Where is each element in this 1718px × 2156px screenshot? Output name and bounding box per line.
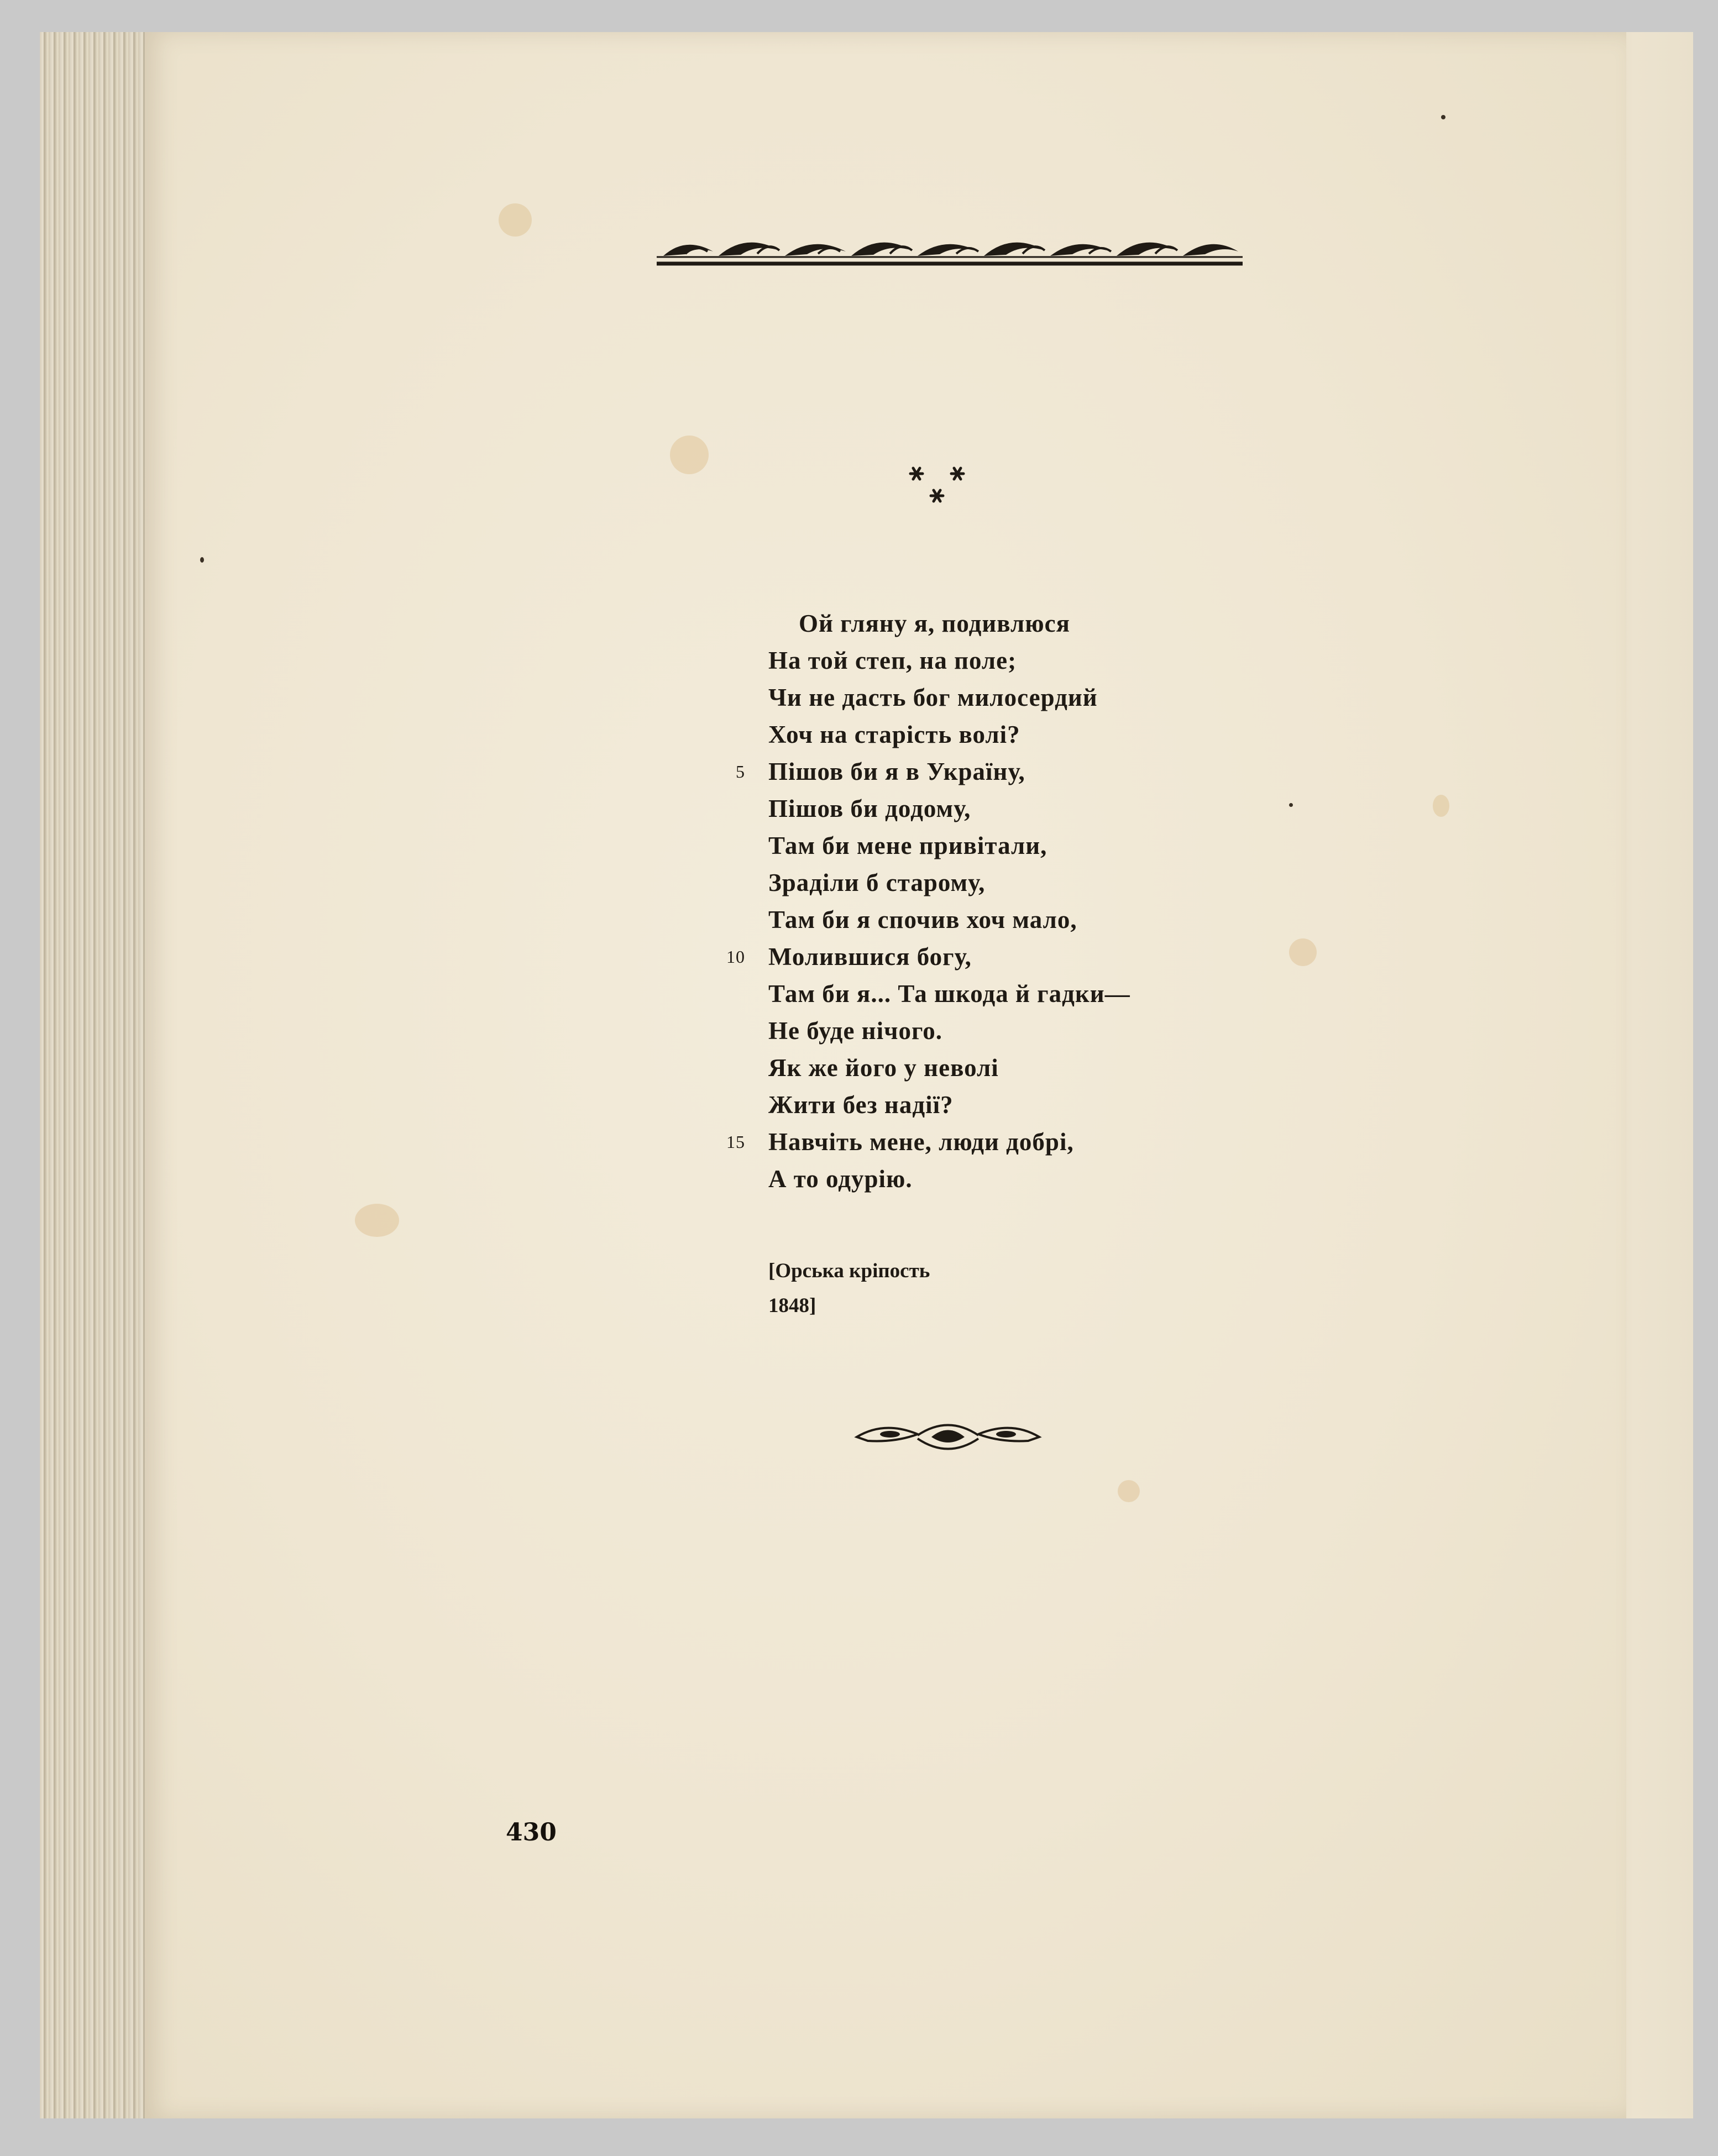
signoff-place: [Орська кріпость <box>768 1260 930 1282</box>
poem-line-text: Там би я... Та шкода й гадки— <box>768 980 1130 1008</box>
ink-speck <box>1289 803 1293 807</box>
page-number: 430 <box>506 1818 557 1846</box>
poem-line-text: Там би мене привітали, <box>768 832 1047 859</box>
poem-line <box>768 1013 1130 1050</box>
line-number: 15 <box>726 1132 745 1152</box>
ink-speck <box>1441 115 1445 119</box>
poem-text <box>726 605 1130 1198</box>
poem-line-text: Жити без надії? <box>768 1091 954 1119</box>
foxing-stain <box>1289 938 1317 966</box>
ink-speck <box>200 557 204 563</box>
line-number: 10 <box>726 947 745 967</box>
poem-line-text: Як же його у неволі <box>768 1054 999 1082</box>
poem-line <box>736 753 1130 790</box>
poem-line <box>768 790 1130 827</box>
foxing-stain <box>355 1204 399 1237</box>
poem-signoff <box>768 1253 930 1323</box>
poem-line-text: На той степ, на поле; <box>768 647 1017 674</box>
poem-line-text: Чи не дасть бог милосердий <box>768 684 1098 711</box>
foxing-stain <box>1433 795 1449 817</box>
floral-headpiece <box>652 229 1246 271</box>
poem-line <box>768 716 1130 753</box>
foxing-stain <box>1118 1480 1140 1502</box>
poem-line-text: Там би я спочив хоч мало, <box>768 906 1077 933</box>
poem-line-text: А то одурію. <box>768 1165 913 1193</box>
poem-line-text: Пішов би додому, <box>768 795 971 822</box>
poem-line-text: Пішов би я в Україну, <box>768 758 1025 785</box>
poem-line <box>768 901 1130 938</box>
foxing-stain <box>499 203 532 237</box>
poem-line <box>768 642 1130 679</box>
poem-line-text: Навчіть мене, люди добрі, <box>768 1128 1074 1156</box>
poem-line <box>768 679 1130 716</box>
poem-line-text: Молившися богу, <box>768 943 972 971</box>
poem-line-text: Ой гляну я, подивлюся <box>799 610 1070 637</box>
poem-line <box>768 605 1130 642</box>
floral-tailpiece <box>851 1418 1045 1456</box>
poem-line <box>768 1050 1130 1087</box>
poem-line <box>768 1087 1130 1124</box>
page-edges <box>40 32 151 2118</box>
poem-line <box>768 975 1130 1013</box>
poem-line <box>768 1161 1130 1198</box>
poem-line-text: Хоч на старість волі? <box>768 721 1020 748</box>
poem-line-text: Зраділи б старому, <box>768 869 986 896</box>
foxing-stain <box>670 436 709 474</box>
poem-line-text: Не буде нічого. <box>768 1017 943 1045</box>
poem-line <box>768 864 1130 901</box>
signoff-year: 1848] <box>768 1294 816 1317</box>
asterism-icon <box>901 461 973 511</box>
poem-line <box>768 827 1130 864</box>
poem-line <box>726 938 1130 975</box>
line-number: 5 <box>736 762 745 781</box>
poem-line <box>726 1124 1130 1161</box>
